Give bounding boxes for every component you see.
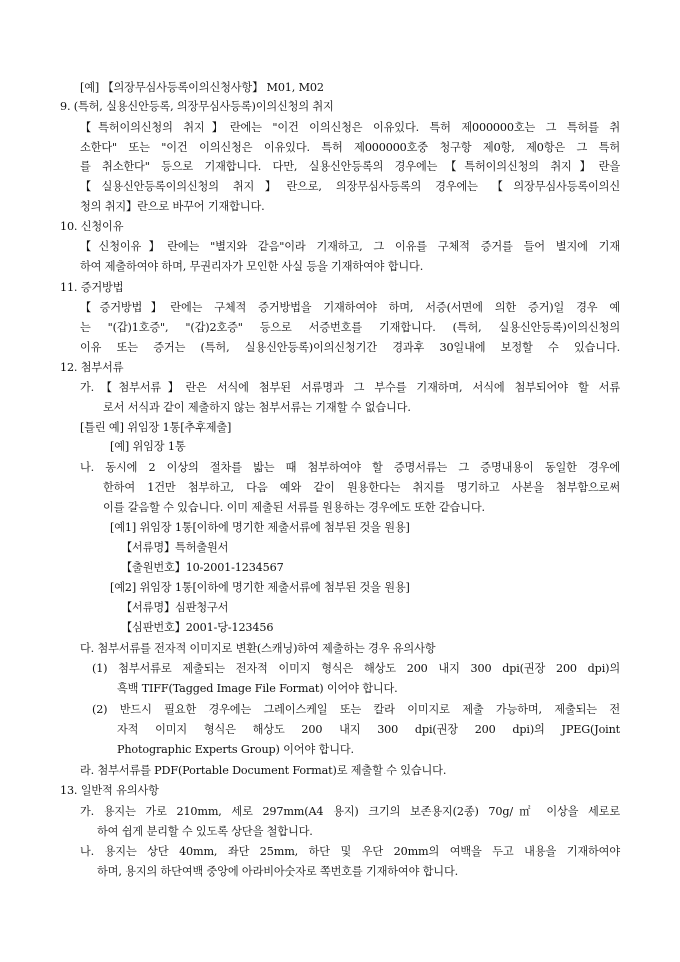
section-11-text: 【증거방법】란에는 구체적 증거방법을 기재하여야 하며, 서증(서면에 의한 증거)일 경우 예 (80, 301, 620, 314)
section-10-text: 하여 제출하여야 하며, 무권리자가 모인한 사실 등을 기재하여야 합니다. (80, 260, 424, 273)
example-2-document-name: 【서류명】심판청구서 (121, 601, 229, 614)
section-13-heading: 13. 일반적 유의사항 (60, 784, 159, 797)
section-11-heading: 11. 증거방법 (60, 281, 124, 294)
section-10-heading: 10. 신청이유 (60, 220, 124, 233)
section-12-a-text: 가.【첨부서류】란은 서식에 첨부된 서류명과 그 부수를 기재하며, 서식에 첨부되어야 할 서류 (80, 381, 620, 394)
section-11-text: 는 "(갑)1호증", "(갑)2호증" 등으로 서증번호를 기재합니다. (특허, 실용신안등록)이의신청의 (80, 321, 620, 334)
example-1-document-name: 【서류명】특허출원서 (121, 541, 229, 554)
section-12-c-1-text: 흑백 TIFF(Tagged Image File Format) 이어야 합니다. (117, 682, 398, 695)
section-9-text: 【실용신안등록이의신청의 취지】란으로, 의장무심사등록의 경우에는 【의장무심사등록이의신 (80, 180, 620, 193)
example-objection-item: [예] 【의장무심사등록이의신청사항】 M01, M02 (80, 81, 324, 94)
section-12-a-text: 로서 서식과 같이 제출하지 않는 첨부서류는 기재할 수 없습니다. (103, 401, 411, 414)
section-12-c-2-text: (2) 반드시 필요한 경우에는 그레이스케일 또는 칼라 이미지로 제출 가능하며, 제출되는 전 (92, 703, 620, 716)
example-1-application-number: 【출원번호】10-2001-1234567 (121, 561, 284, 574)
section-12-c-1-text: (1) 첨부서류로 제출되는 전자적 이미지 형식은 해상도 200 내지 300 dpi(권장 200 dpi)의 (92, 662, 620, 675)
section-13-b-text: 하며, 용지의 하단여백 중앙에 아라비아숫자로 쪽번호를 기재하여야 합니다. (97, 865, 459, 878)
section-12-c-2-text: 자적 이미지 형식은 해상도 200 내지 300 dpi(권장 200 dpi)의 JPEG(Joint (117, 723, 620, 736)
section-13-b-text: 나. 용지는 상단 40mm, 좌단 25mm, 하단 및 우단 20mm의 여백을 두고 내용을 기재하여야 (80, 845, 620, 858)
example-2-trial-number: 【심판번호】2001-당-123456 (121, 621, 274, 634)
section-9-text: 를 취소한다" 등으로 기재합니다. 다만, 실용신안등록의 경우에는【특허이의신청의 취지】란을 (80, 160, 620, 173)
section-9-heading: 9. (특허, 실용신안등록, 의장무심사등록)이의신청의 취지 (60, 100, 334, 113)
section-10-text: 【신청이유】란에는 "별지와 같음"이라 기재하고, 그 이유를 구체적 증거를 들어 별지에 기재 (80, 240, 620, 253)
section-12-c-2-text: Photographic Experts Group) 이어야 합니다. (117, 743, 354, 756)
example-2: [예2] 위임장 1통[이하에 명기한 제출서류에 첨부된 것을 원용] (110, 581, 410, 594)
section-12-c-heading: 다. 첨부서류를 전자적 이미지로 변환(스캐닝)하여 제출하는 경우 유의사항 (80, 642, 436, 655)
section-12-heading: 12. 첨부서류 (60, 361, 124, 374)
section-9-text: 청의 취지】란으로 바꾸어 기재합니다. (80, 200, 265, 213)
example-1: [예1] 위임장 1통[이하에 명기한 제출서류에 첨부된 것을 원용] (110, 521, 410, 534)
section-9-text: 소한다" 또는 "이건 이의신청은 이유있다. 특허 제000000호중 청구항 제0항, 제0항은 그 특허 (80, 141, 620, 154)
section-12-b-text: 한하여 1건만 첨부하고, 다음 예와 같이 원용한다는 취지를 명기하고 사본을 첨부함으로써 (103, 481, 620, 494)
section-12-d-text: 라. 첨부서류를 PDF(Portable Document Format)로 제출할 수 있습니다. (80, 764, 447, 777)
section-13-a-text: 가. 용지는 가로 210mm, 세로 297mm(A4 용지) 크기의 보존용지(2종) 70g/㎡ 이상을 세로로 (80, 805, 620, 818)
section-9-text: 【특허이의신청의 취지】란에는 "이건 이의신청은 이유있다. 특허 제000000호는 그 특허를 취 (80, 121, 620, 134)
section-13-a-text: 하여 쉽게 분리할 수 있도록 상단을 철합니다. (97, 825, 313, 838)
section-11-text: 이유 또는 증거는 (특허, 실용신안등록)이의신청기간 경과후 30일내에 보정할 수 있습니다. (80, 341, 620, 354)
wrong-example: [틀린 예] 위임장 1통[추후제출] (80, 421, 232, 434)
section-12-b-text: 이를 갈음할 수 있습니다. 이미 제출된 서류를 원용하는 경우에도 또한 같습니다. (103, 501, 485, 514)
section-12-b-text: 나. 동시에 2 이상의 절차를 밟는 때 첨부하여야 할 증명서류는 그 증명내용이 동일한 경우에 (80, 461, 620, 474)
correct-example: [예] 위임장 1통 (110, 440, 186, 453)
